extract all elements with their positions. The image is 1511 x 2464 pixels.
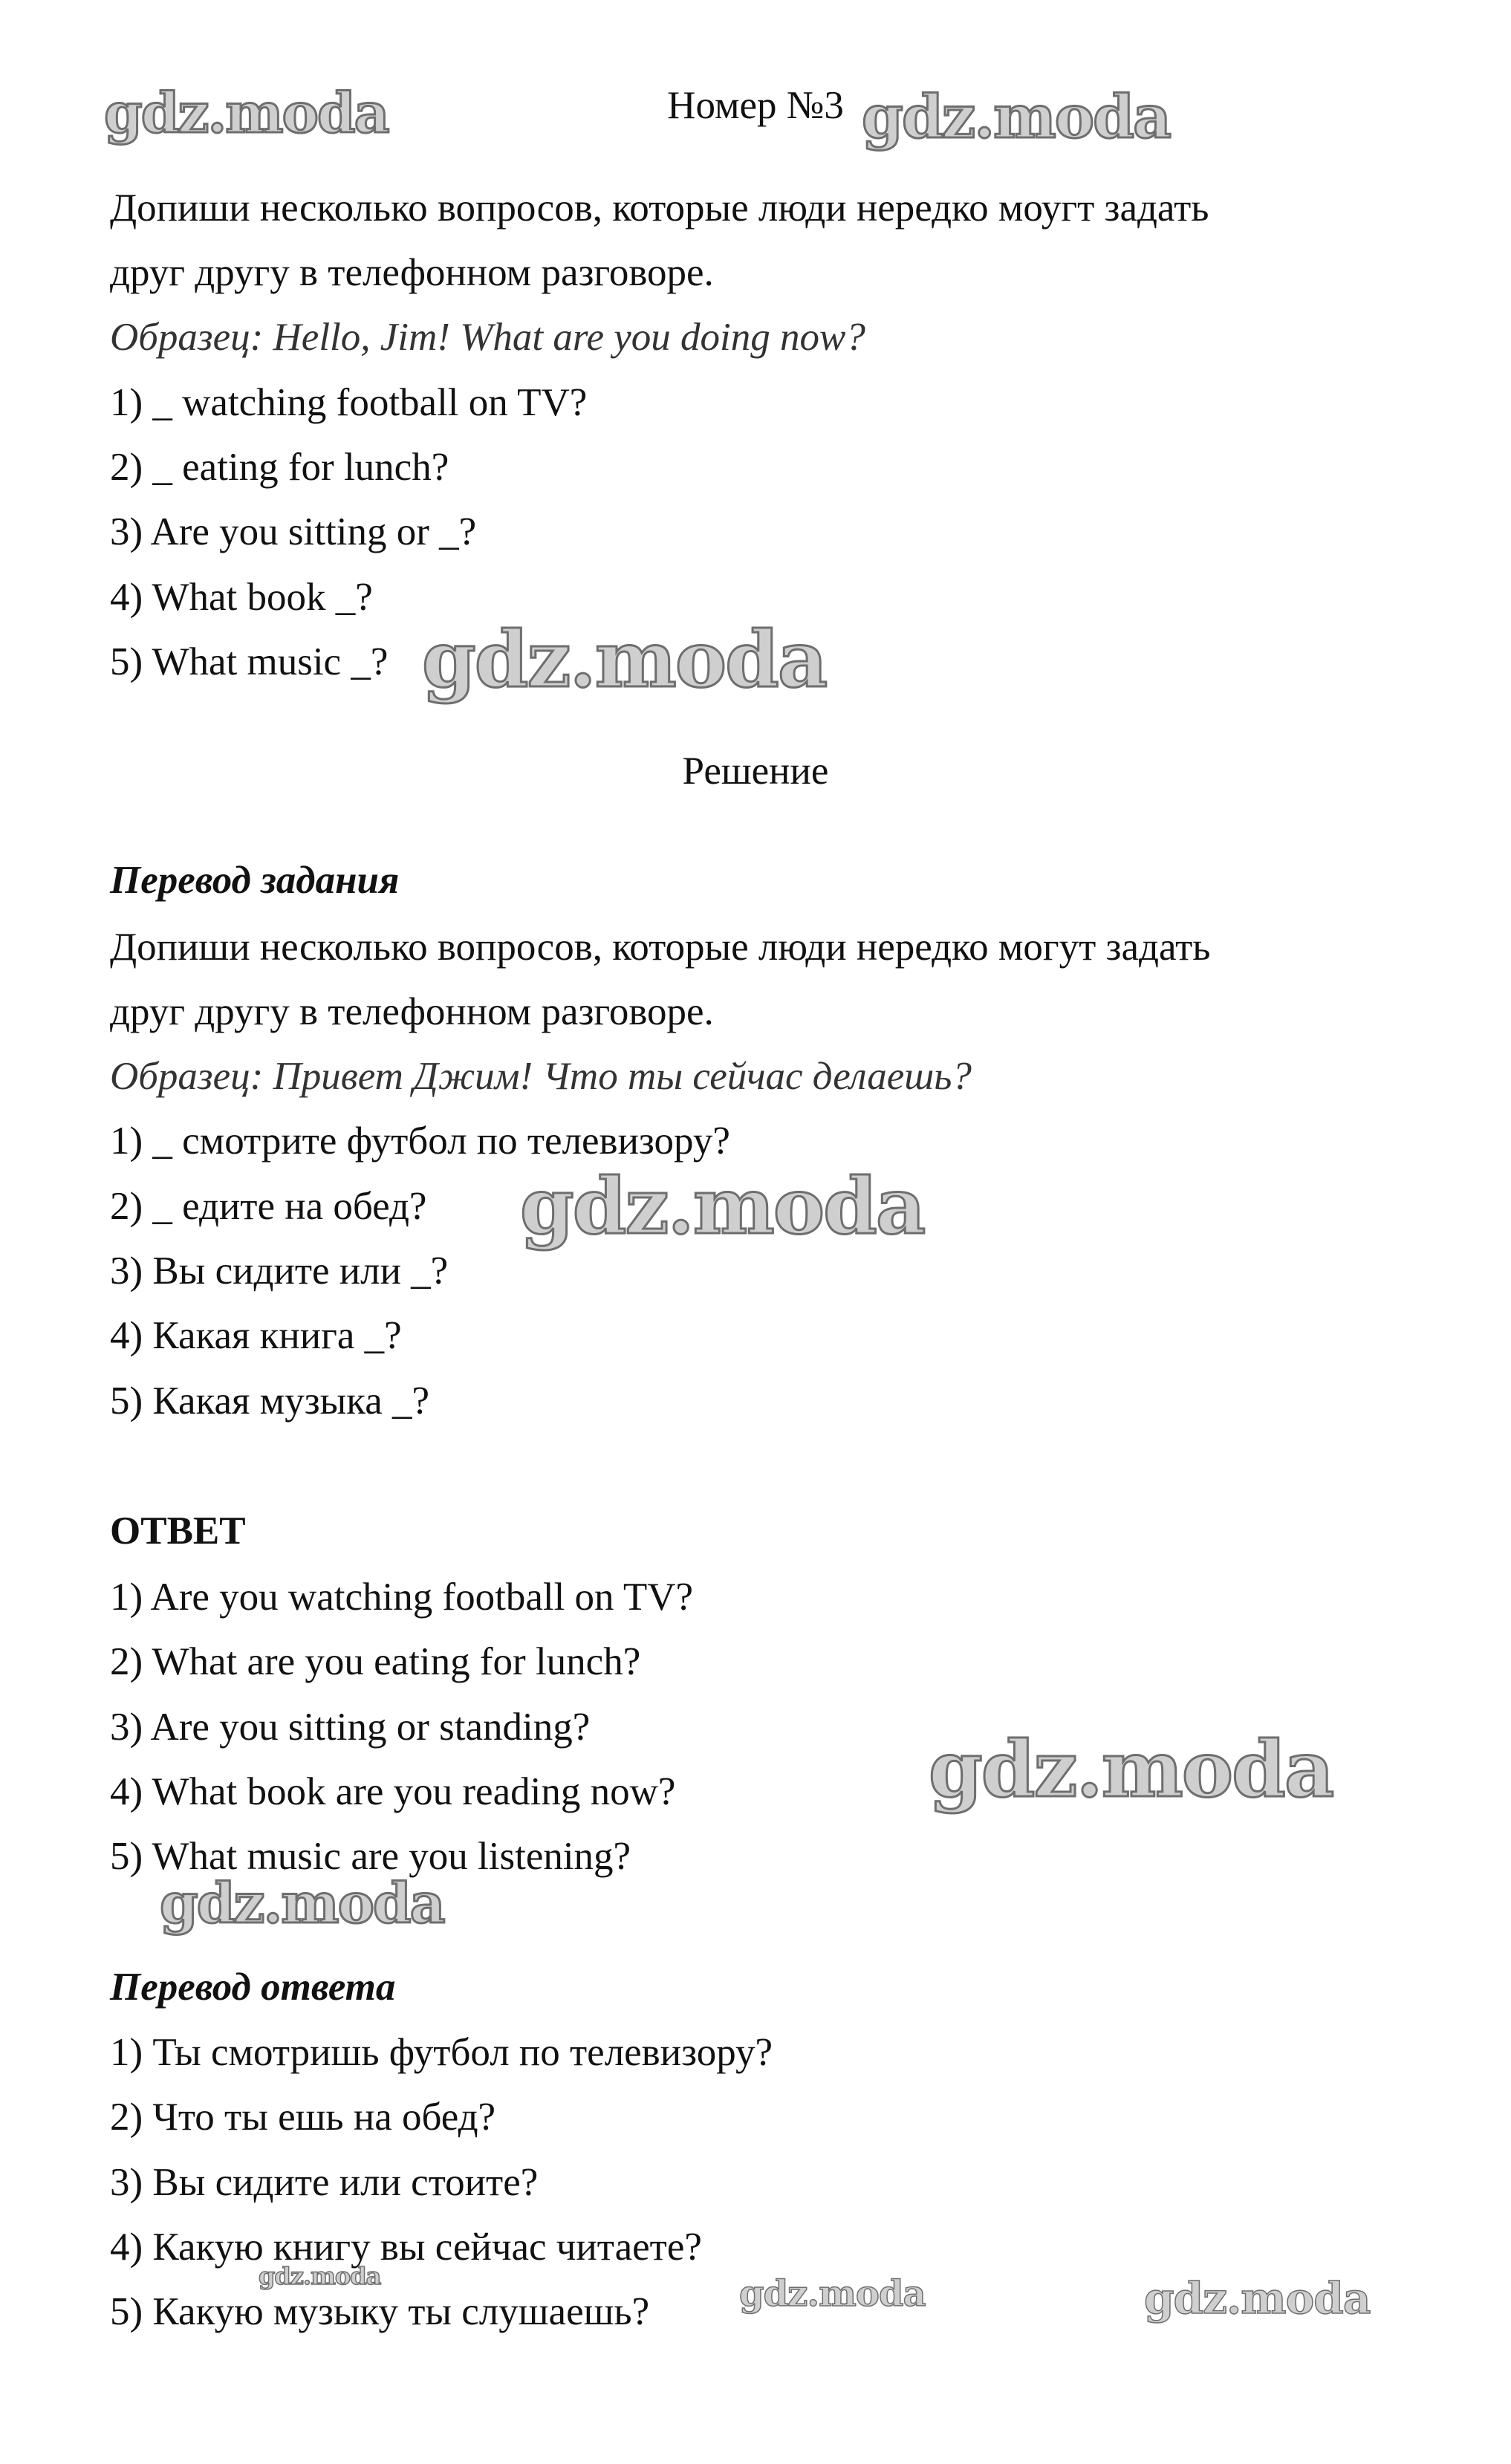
- translation-answer-item-2: 2) Что ты ешь на обед?: [110, 2096, 496, 2139]
- answer-heading: ОТВЕТ: [110, 1509, 246, 1553]
- task-text-line-1: Допиши несколько вопросов, которые люди нередко моугт задать: [110, 186, 1209, 230]
- watermark-logo: gdz.moda: [862, 82, 1170, 152]
- watermark-logo: gdz.moda: [520, 1160, 925, 1252]
- answer-item-1: 1) Are you watching football on TV?: [110, 1576, 694, 1619]
- translation-answer-item-3: 3) Вы сидите или стоите?: [110, 2161, 539, 2204]
- translation-task-item-5: 5) Какая музыка _?: [110, 1379, 430, 1423]
- translation-task-item-2: 2) _ едите на обед?: [110, 1185, 427, 1228]
- translation-task-text-line-1: Допиши несколько вопросов, которые люди нередко могут задать: [110, 926, 1211, 969]
- task-item-1: 1) _ watching football on TV?: [110, 381, 588, 424]
- solution-heading: Решение: [682, 750, 829, 793]
- task-text-line-2: друг другу в телефонном разговоре.: [110, 251, 714, 294]
- translation-task-item-3: 3) Вы сидите или _?: [110, 1249, 449, 1293]
- task-item-4: 4) What book _?: [110, 576, 373, 619]
- translation-task-item-1: 1) _ смотрите футбол по телевизору?: [110, 1119, 730, 1163]
- translation-task-item-4: 4) Какая книга _?: [110, 1314, 402, 1357]
- translation-answer-item-1: 1) Ты смотришь футбол по телевизору?: [110, 2031, 773, 2074]
- watermark-logo: gdz.moda: [104, 82, 389, 146]
- task-item-5: 5) What music _?: [110, 640, 389, 683]
- translation-answer-item-5: 5) Какую музыку ты слушаешь?: [110, 2290, 650, 2333]
- answer-item-4: 4) What book are you reading now?: [110, 1770, 676, 1813]
- task-example: Образец: Hello, Jim! What are you doing now?: [110, 316, 865, 359]
- answer-item-3: 3) Are you sitting or standing?: [110, 1706, 591, 1749]
- task-item-3: 3) Are you sitting or _?: [110, 510, 477, 553]
- translation-task-heading: Перевод задания: [110, 859, 400, 902]
- watermark-logo: gdz.moda: [929, 1723, 1333, 1815]
- watermark-logo: gdz.moda: [160, 1872, 444, 1936]
- translation-answer-item-4: 4) Какую книгу вы сейчас читаете?: [110, 2226, 702, 2269]
- task-item-2: 2) _ eating for lunch?: [110, 446, 449, 489]
- watermark-logo: gdz.moda: [1144, 2273, 1371, 2324]
- watermark-logo: gdz.moda: [422, 614, 827, 705]
- watermark-logo: gdz.moda: [259, 2262, 381, 2290]
- answer-item-5: 5) What music are you listening?: [110, 1835, 631, 1878]
- translation-task-example: Образец: Привет Джим! Что ты сейчас делаешь?: [110, 1055, 972, 1098]
- translation-answer-heading: Перевод ответа: [110, 1966, 396, 2009]
- page-title: Номер №3: [667, 84, 844, 127]
- answer-item-2: 2) What are you eating for lunch?: [110, 1640, 641, 1683]
- translation-task-text-line-2: друг другу в телефонном разговоре.: [110, 990, 714, 1033]
- watermark-logo: gdz.moda: [739, 2273, 926, 2315]
